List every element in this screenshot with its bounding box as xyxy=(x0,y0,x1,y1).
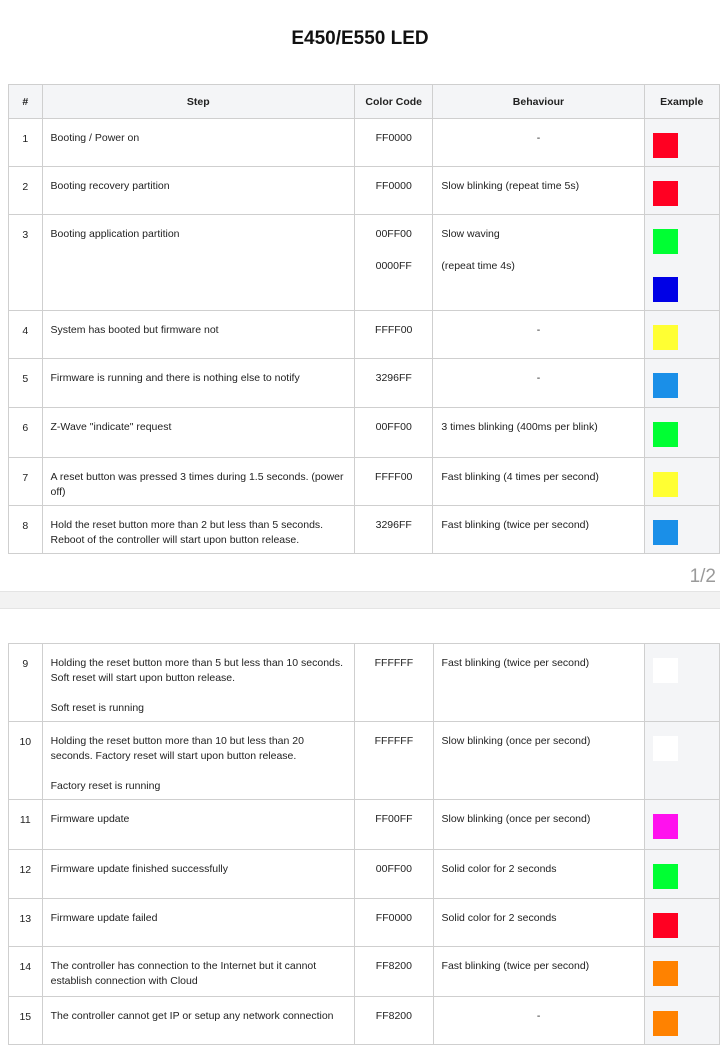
step-cell xyxy=(42,167,355,215)
behaviour-text: - xyxy=(536,1010,541,1022)
step-text: A reset button was pressed 3 times during 1.5 seconds. (power off) xyxy=(50,471,344,498)
color-code-text: 3296FF xyxy=(375,519,412,531)
step-text: Booting / Power on xyxy=(50,132,140,144)
color-code-cell xyxy=(355,899,433,947)
row-number: 4 xyxy=(9,311,43,359)
behaviour-text: - xyxy=(536,324,541,336)
row-number: 1 xyxy=(9,119,43,167)
table-row xyxy=(9,850,720,899)
table-row xyxy=(9,722,720,800)
color-swatch xyxy=(653,422,678,447)
color-code-text: FFFF00 xyxy=(375,324,413,336)
example-cell xyxy=(644,506,719,554)
example-cell xyxy=(644,722,719,800)
row-number: 7 xyxy=(9,458,43,506)
table-row xyxy=(9,947,720,997)
color-code-cell xyxy=(355,215,433,311)
color-code-cell xyxy=(355,311,433,359)
color-code-cell xyxy=(355,850,433,899)
color-swatch xyxy=(653,133,678,158)
behaviour-cell xyxy=(433,644,644,722)
behaviour-text: Fast blinking (twice per second) xyxy=(441,960,590,972)
step-cell xyxy=(42,850,355,899)
behaviour-cell xyxy=(433,359,644,408)
color-code-text: 0000FF xyxy=(375,260,412,272)
header-row xyxy=(9,85,720,119)
table-row xyxy=(9,997,720,1045)
color-code-cell xyxy=(355,408,433,458)
color-swatch xyxy=(653,658,678,683)
table-row xyxy=(9,644,720,722)
step-cell xyxy=(42,722,355,800)
behaviour-text: Solid color for 2 seconds xyxy=(441,863,557,875)
color-swatch xyxy=(653,181,678,206)
color-code-text: FF8200 xyxy=(375,1010,412,1022)
led-table-page-1 xyxy=(8,84,720,554)
behaviour-text: Slow blinking (once per second) xyxy=(441,813,591,825)
color-code-cell xyxy=(355,167,433,215)
step-cell xyxy=(42,997,355,1045)
step-cell xyxy=(42,408,355,458)
behaviour-text: Fast blinking (4 times per second) xyxy=(441,471,599,483)
behaviour-text: 3 times blinking (400ms per blink) xyxy=(441,421,598,433)
page-indicator: 1/2 xyxy=(689,566,716,587)
step-text: Firmware update failed xyxy=(50,912,158,924)
behaviour-cell xyxy=(433,167,644,215)
behaviour-text: Fast blinking (twice per second) xyxy=(441,657,590,669)
behaviour-cell xyxy=(433,997,644,1045)
step-text: Z-Wave "indicate" request xyxy=(50,421,172,433)
row-number: 3 xyxy=(9,215,43,311)
example-cell xyxy=(644,899,719,947)
row-number: 2 xyxy=(9,167,43,215)
row-number: 11 xyxy=(9,800,43,850)
color-code-cell xyxy=(355,458,433,506)
behaviour-cell xyxy=(433,311,644,359)
color-code-cell xyxy=(355,359,433,408)
header-color-code: Color Code xyxy=(355,85,433,119)
step-text: Firmware update finished successfully xyxy=(50,863,229,875)
example-cell xyxy=(644,458,719,506)
step-extra-text: Factory reset is running xyxy=(50,780,161,792)
color-code-text: FFFFFF xyxy=(374,735,414,747)
color-swatch xyxy=(653,961,678,986)
behaviour-cell xyxy=(433,458,644,506)
example-cell xyxy=(644,408,719,458)
table-row xyxy=(9,167,720,215)
row-number: 8 xyxy=(9,506,43,554)
row-number: 9 xyxy=(9,644,43,722)
led-table-page-2 xyxy=(8,643,720,1045)
step-cell xyxy=(42,215,355,311)
color-code-text: FF8200 xyxy=(375,960,412,972)
color-code-text: 00FF00 xyxy=(375,863,412,875)
table-row xyxy=(9,215,720,311)
color-code-text: FF00FF xyxy=(375,813,413,825)
color-swatch xyxy=(653,325,678,350)
row-number: 12 xyxy=(9,850,43,899)
color-code-text: 00FF00 xyxy=(375,228,412,240)
table-row xyxy=(9,458,720,506)
row-number: 6 xyxy=(9,408,43,458)
step-extra-text: Soft reset is running xyxy=(50,702,144,714)
behaviour-cell xyxy=(433,947,644,997)
step-text: Firmware update xyxy=(50,813,130,825)
table-row xyxy=(9,506,720,554)
document-title: E450/E550 LED xyxy=(291,28,429,49)
behaviour-text: Slow waving xyxy=(441,228,500,240)
table-row xyxy=(9,119,720,167)
behaviour-cell xyxy=(433,215,644,311)
step-cell xyxy=(42,506,355,554)
header-example: Example xyxy=(644,85,719,119)
behaviour-cell xyxy=(433,800,644,850)
table-row xyxy=(9,311,720,359)
header-step: Step xyxy=(42,85,355,119)
example-cell xyxy=(644,644,719,722)
color-code-text: FF0000 xyxy=(375,180,412,192)
color-code-cell xyxy=(355,644,433,722)
table-row xyxy=(9,359,720,408)
table-row xyxy=(9,408,720,458)
example-cell xyxy=(644,947,719,997)
step-cell xyxy=(42,359,355,408)
behaviour-text: Solid color for 2 seconds xyxy=(441,912,557,924)
step-cell xyxy=(42,458,355,506)
step-cell xyxy=(42,800,355,850)
step-text: Holding the reset button more than 5 but less than 10 seconds. Soft reset will start upon button release. xyxy=(50,657,344,684)
step-text: System has booted but firmware not xyxy=(50,324,219,336)
behaviour-cell xyxy=(433,899,644,947)
example-cell xyxy=(644,167,719,215)
color-code-cell xyxy=(355,947,433,997)
step-cell xyxy=(42,311,355,359)
color-code-cell xyxy=(355,997,433,1045)
example-cell xyxy=(644,119,719,167)
color-swatch xyxy=(653,520,678,545)
color-swatch xyxy=(653,814,678,839)
color-code-cell xyxy=(355,800,433,850)
color-swatch xyxy=(653,864,678,889)
example-cell xyxy=(644,311,719,359)
example-cell xyxy=(644,359,719,408)
behaviour-text: Slow blinking (repeat time 5s) xyxy=(441,180,580,192)
table-row xyxy=(9,899,720,947)
header-num: # xyxy=(9,85,43,119)
color-code-text: FF0000 xyxy=(375,132,412,144)
step-cell xyxy=(42,947,355,997)
behaviour-cell xyxy=(433,119,644,167)
color-code-text: FF0000 xyxy=(375,912,412,924)
behaviour-text: (repeat time 4s) xyxy=(441,260,515,272)
step-text: Firmware is running and there is nothing else to notify xyxy=(50,372,300,384)
color-code-cell xyxy=(355,119,433,167)
row-number: 5 xyxy=(9,359,43,408)
step-cell xyxy=(42,899,355,947)
step-text: The controller has connection to the Internet but it cannot establish connection with Cloud xyxy=(50,960,317,987)
behaviour-text: Slow blinking (once per second) xyxy=(441,735,591,747)
step-text: Hold the reset button more than 2 but less than 5 seconds. Reboot of the controller will start upon button release. xyxy=(50,519,324,546)
behaviour-cell xyxy=(433,506,644,554)
behaviour-cell xyxy=(433,850,644,899)
step-text: Holding the reset button more than 10 but less than 20 seconds. Factory reset will start upon button release. xyxy=(50,735,304,762)
color-code-cell xyxy=(355,506,433,554)
row-number: 13 xyxy=(9,899,43,947)
color-swatch xyxy=(653,229,678,254)
color-swatch xyxy=(653,472,678,497)
step-text: Booting application partition xyxy=(50,228,180,240)
behaviour-text: - xyxy=(536,372,541,384)
color-code-text: 00FF00 xyxy=(375,421,412,433)
color-swatch xyxy=(653,913,678,938)
table-row xyxy=(9,800,720,850)
page-break xyxy=(0,591,720,609)
color-swatch xyxy=(653,373,678,398)
behaviour-cell xyxy=(433,408,644,458)
header-behaviour: Behaviour xyxy=(433,85,644,119)
color-code-text: FFFF00 xyxy=(375,471,413,483)
color-swatch xyxy=(653,1011,678,1036)
behaviour-cell xyxy=(433,722,644,800)
color-code-cell xyxy=(355,722,433,800)
example-cell xyxy=(644,215,719,311)
example-cell xyxy=(644,800,719,850)
example-cell xyxy=(644,850,719,899)
color-code-text: 3296FF xyxy=(375,372,412,384)
step-cell xyxy=(42,644,355,722)
row-number: 15 xyxy=(9,997,43,1045)
row-number: 10 xyxy=(9,722,43,800)
color-code-text: FFFFFF xyxy=(374,657,414,669)
example-cell xyxy=(644,997,719,1045)
step-cell xyxy=(42,119,355,167)
row-number: 14 xyxy=(9,947,43,997)
step-text: The controller cannot get IP or setup any network connection xyxy=(50,1010,334,1022)
behaviour-text: Fast blinking (twice per second) xyxy=(441,519,590,531)
color-swatch xyxy=(653,736,678,761)
step-text: Booting recovery partition xyxy=(50,180,170,192)
color-swatch xyxy=(653,277,678,302)
behaviour-text: - xyxy=(536,132,541,144)
